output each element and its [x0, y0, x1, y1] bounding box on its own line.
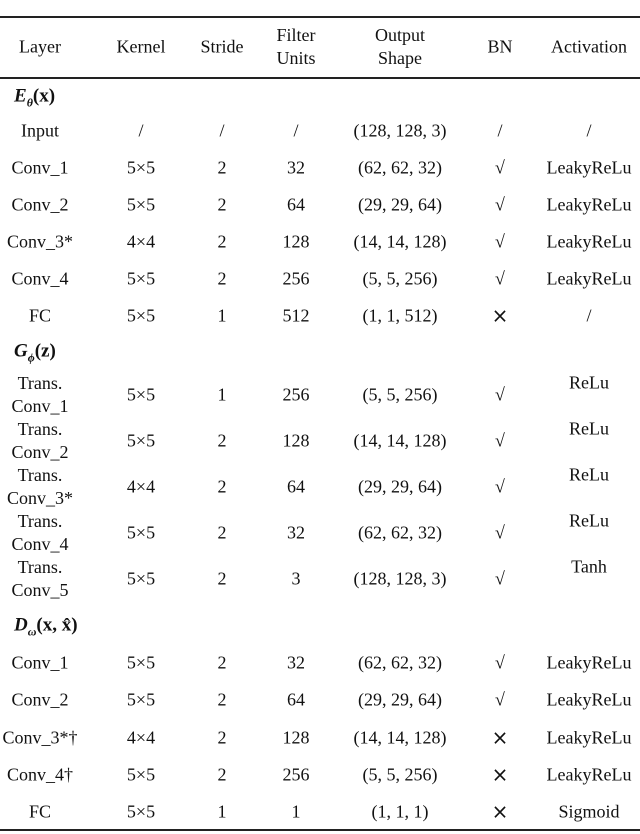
cell-layer: Conv_4† [6, 764, 74, 785]
header-output-shape: Output Shape [374, 25, 426, 68]
bottom-rule [0, 829, 640, 831]
cell-layer: Conv_2 [11, 689, 69, 710]
section-subscript: ϕ [27, 350, 35, 365]
section-title [14, 86, 55, 111]
cell-output-shape: (14, 14, 128) [353, 430, 447, 451]
cell-filter-units: 32 [287, 157, 305, 178]
top-rule [0, 16, 640, 18]
cell-kernel: 5×5 [126, 157, 156, 178]
cell-layer: Input [21, 120, 59, 141]
cell-filter-units: / [293, 120, 299, 141]
cell-filter-units: 128 [282, 231, 310, 252]
cell-filter-units: 128 [282, 727, 310, 748]
section-args: (z) [34, 340, 56, 362]
cell-layer: FC [28, 801, 52, 822]
cell-layer: FC [28, 305, 52, 326]
cell-activation: LeakyReLu [546, 194, 632, 215]
cell-stride: 2 [217, 430, 227, 451]
section-subscript: ω [27, 624, 37, 639]
cell-bn: √ [495, 652, 505, 673]
cell-kernel: 4×4 [126, 231, 156, 252]
cell-layer: Trans. Conv_5 [11, 557, 69, 600]
cell-layer: Conv_4 [11, 268, 69, 289]
cell-bn: √ [495, 689, 505, 710]
cell-output-shape: (5, 5, 256) [362, 384, 438, 405]
cell-kernel: 5×5 [126, 568, 156, 589]
cell-activation: ReLu [569, 372, 609, 393]
section-title [14, 615, 78, 640]
cell-stride: 2 [217, 727, 227, 748]
header-kernel: Kernel [116, 36, 166, 57]
cell-filter-units: 256 [282, 268, 310, 289]
cell-layer: Trans. Conv_3* [6, 465, 74, 508]
section-symbol: G [14, 340, 28, 362]
header-filter-units: Filter Units [276, 25, 316, 68]
cell-kernel: 5×5 [126, 522, 156, 543]
section-symbol: E [14, 85, 27, 107]
cell-activation: LeakyReLu [546, 231, 632, 252]
cell-stride: 1 [217, 305, 227, 326]
cell-output-shape: (14, 14, 128) [353, 727, 447, 748]
cell-kernel: 5×5 [126, 764, 156, 785]
cell-activation: ReLu [569, 510, 609, 531]
cell-filter-units: 128 [282, 430, 310, 451]
cell-bn: √ [495, 384, 505, 405]
cell-kernel: 4×4 [126, 476, 156, 497]
cell-activation: Tanh [571, 556, 607, 577]
cell-activation: LeakyReLu [546, 652, 632, 673]
cell-stride: / [219, 120, 225, 141]
cell-output-shape: (1, 1, 512) [362, 305, 438, 326]
cell-output-shape: (29, 29, 64) [358, 689, 442, 710]
cell-stride: 2 [217, 476, 227, 497]
cell-kernel: 5×5 [126, 689, 156, 710]
cell-layer: Trans. Conv_4 [11, 511, 69, 554]
cell-stride: 2 [217, 568, 227, 589]
cell-kernel: 5×5 [126, 384, 156, 405]
cell-activation: Sigmoid [558, 801, 620, 822]
cell-stride: 2 [217, 231, 227, 252]
cell-output-shape: (62, 62, 32) [358, 522, 442, 543]
cell-stride: 2 [217, 194, 227, 215]
header-stride: Stride [200, 36, 244, 57]
cell-kernel: 5×5 [126, 652, 156, 673]
cell-activation: LeakyReLu [546, 689, 632, 710]
cell-kernel: 5×5 [126, 305, 156, 326]
cell-activation: / [586, 120, 592, 141]
cell-output-shape: (14, 14, 128) [353, 231, 447, 252]
cell-bn: × [491, 725, 509, 750]
cell-stride: 2 [217, 522, 227, 543]
cell-bn: / [497, 120, 503, 141]
cell-bn: √ [495, 476, 505, 497]
cell-filter-units: 512 [282, 305, 310, 326]
cell-filter-units: 32 [287, 652, 305, 673]
cell-kernel: 4×4 [126, 727, 156, 748]
cell-stride: 2 [217, 268, 227, 289]
cell-bn: √ [495, 430, 505, 451]
cell-output-shape: (128, 128, 3) [353, 568, 447, 589]
cell-layer: Conv_3* [6, 231, 74, 252]
cell-activation: ReLu [569, 464, 609, 485]
header-rule [0, 77, 640, 79]
cell-activation: / [586, 305, 592, 326]
cell-bn: √ [495, 522, 505, 543]
cell-output-shape: (1, 1, 1) [371, 801, 429, 822]
cell-output-shape: (5, 5, 256) [362, 764, 438, 785]
cell-layer: Conv_3*† [2, 727, 78, 748]
cell-output-shape: (62, 62, 32) [358, 157, 442, 178]
cell-output-shape: (62, 62, 32) [358, 652, 442, 673]
header-activation: Activation [551, 36, 627, 57]
cell-kernel: 5×5 [126, 268, 156, 289]
cell-activation: LeakyReLu [546, 157, 632, 178]
cell-bn: √ [495, 568, 505, 589]
cell-layer: Conv_1 [11, 652, 69, 673]
cell-filter-units: 64 [287, 476, 305, 497]
section-args: (x, x̂) [36, 614, 78, 636]
cell-activation: LeakyReLu [546, 268, 632, 289]
cell-kernel: 5×5 [126, 430, 156, 451]
cell-filter-units: 64 [287, 194, 305, 215]
cell-bn: × [491, 303, 509, 328]
header-layer: Layer [19, 36, 61, 57]
cell-output-shape: (29, 29, 64) [358, 194, 442, 215]
cell-activation: ReLu [569, 418, 609, 439]
cell-output-shape: (128, 128, 3) [353, 120, 447, 141]
cell-bn: √ [495, 231, 505, 252]
cell-filter-units: 3 [291, 568, 301, 589]
section-subscript: θ [26, 95, 33, 110]
cell-filter-units: 1 [291, 801, 301, 822]
cell-bn: √ [495, 157, 505, 178]
cell-bn: × [491, 762, 509, 787]
cell-stride: 2 [217, 689, 227, 710]
cell-stride: 1 [217, 801, 227, 822]
cell-output-shape: (5, 5, 256) [362, 268, 438, 289]
section-symbol: D [14, 614, 28, 636]
cell-layer: Trans. Conv_2 [11, 419, 69, 462]
cell-layer: Conv_1 [11, 157, 69, 178]
section-title [14, 341, 56, 366]
cell-kernel: / [138, 120, 144, 141]
cell-filter-units: 64 [287, 689, 305, 710]
cell-output-shape: (29, 29, 64) [358, 476, 442, 497]
cell-filter-units: 256 [282, 764, 310, 785]
cell-filter-units: 32 [287, 522, 305, 543]
header-bn: BN [487, 36, 513, 57]
cell-kernel: 5×5 [126, 194, 156, 215]
cell-activation: LeakyReLu [546, 727, 632, 748]
cell-bn: √ [495, 194, 505, 215]
cell-layer: Conv_2 [11, 194, 69, 215]
cell-layer: Trans. Conv_1 [11, 373, 69, 416]
cell-bn: × [491, 799, 509, 824]
section-args: (x) [32, 85, 56, 107]
cell-bn: √ [495, 268, 505, 289]
cell-stride: 2 [217, 157, 227, 178]
cell-kernel: 5×5 [126, 801, 156, 822]
cell-stride: 2 [217, 652, 227, 673]
cell-activation: LeakyReLu [546, 764, 632, 785]
cell-filter-units: 256 [282, 384, 310, 405]
cell-stride: 2 [217, 764, 227, 785]
cell-stride: 1 [217, 384, 227, 405]
